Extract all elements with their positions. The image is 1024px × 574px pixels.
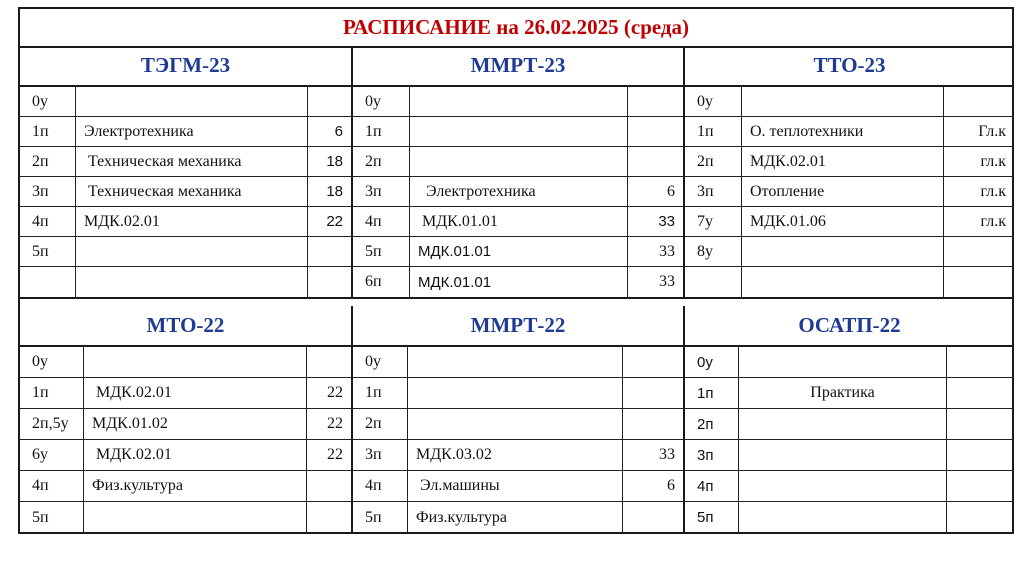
lesson-row: [685, 471, 1014, 502]
lesson-slot: 0у: [353, 347, 408, 377]
lesson-slot: 1п: [20, 378, 84, 408]
lesson-row: [685, 502, 1014, 533]
lesson-row: [20, 502, 351, 533]
lesson-rows: [20, 347, 351, 533]
lesson-row: [353, 409, 683, 440]
lesson-row: [20, 267, 351, 297]
lesson-row: [353, 237, 683, 267]
lesson-row: [20, 378, 351, 409]
group-block: [685, 306, 1014, 533]
lesson-row: [20, 409, 351, 440]
lesson-row: [685, 378, 1014, 409]
lesson-rows: [20, 87, 351, 297]
lesson-slot: 1п: [20, 117, 76, 146]
lesson-subject: Физ.культура: [408, 502, 623, 533]
lesson-room: [628, 117, 683, 146]
lesson-slot: 0у: [685, 347, 739, 377]
lesson-subject: [408, 409, 623, 439]
lesson-room: 33: [658, 213, 675, 230]
lesson-room: 33: [659, 242, 675, 260]
lesson-row: [353, 87, 683, 117]
lesson-subject: О. теплотехники: [742, 117, 944, 146]
lesson-row: [353, 177, 683, 207]
lesson-slot: 6п: [353, 267, 410, 297]
lesson-subject: [408, 347, 623, 377]
group-name: ММРТ-23: [353, 46, 683, 87]
lesson-subject: [76, 267, 308, 297]
lesson-room: 18: [326, 153, 343, 170]
lesson-row: [20, 471, 351, 502]
lesson-room: [944, 87, 1014, 116]
lesson-slot: 4п: [353, 207, 410, 236]
lesson-room: 6: [334, 123, 343, 140]
lesson-slot: 3п: [353, 440, 408, 470]
lesson-row: [353, 440, 683, 471]
lesson-room: [623, 502, 683, 533]
schedule-title: РАСПИСАНИЕ на 26.02.2025 (среда): [20, 9, 1012, 48]
lesson-subject: [410, 117, 628, 146]
lesson-subject: [408, 378, 623, 408]
lesson-slot: 0у: [20, 87, 76, 116]
lesson-room: [944, 267, 1014, 297]
lesson-room: [947, 471, 1014, 501]
group-block: [685, 46, 1014, 299]
lesson-row: [685, 87, 1014, 117]
lesson-slot: 2п: [353, 147, 410, 176]
lesson-slot: 8у: [685, 237, 742, 266]
lesson-subject: [410, 147, 628, 176]
lesson-subject: МДК.01.02: [84, 409, 307, 439]
lesson-subject: [739, 409, 947, 439]
lesson-room: [623, 409, 683, 439]
lesson-row: [20, 440, 351, 471]
lesson-room: гл.к: [980, 182, 1006, 200]
lesson-room: 22: [327, 446, 343, 463]
lesson-slot: 3п: [353, 177, 410, 206]
lesson-row: [20, 207, 351, 237]
lesson-room: [623, 347, 683, 377]
lesson-room: [308, 87, 351, 116]
lesson-room: Гл.к: [978, 122, 1006, 140]
lesson-row: [20, 87, 351, 117]
lesson-subject: Электротехника: [76, 117, 308, 146]
lesson-subject: МДК.03.02: [408, 440, 623, 470]
lesson-row: [353, 471, 683, 502]
lesson-room: [947, 440, 1014, 470]
lesson-slot: 3п: [20, 177, 76, 206]
group-name: ММРТ-22: [353, 306, 683, 347]
lesson-room: [308, 237, 351, 266]
lesson-slot: 7у: [685, 207, 742, 236]
lesson-slot: 2п: [353, 409, 408, 439]
lesson-slot: 0у: [685, 87, 742, 116]
lesson-subject: МДК.02.01: [76, 207, 308, 236]
lesson-room: гл.к: [980, 212, 1006, 230]
lesson-row: [353, 147, 683, 177]
lesson-subject: [410, 87, 628, 116]
lesson-room: 6: [667, 182, 675, 200]
lesson-subject: [84, 347, 307, 377]
lesson-row: [353, 117, 683, 147]
lesson-room: [307, 347, 351, 377]
lesson-room: 22: [327, 415, 343, 432]
lesson-room: [307, 502, 351, 533]
lesson-room: [947, 378, 1014, 408]
lesson-subject: МДК.02.01: [84, 440, 307, 470]
lesson-room: [308, 267, 351, 297]
lesson-subject: [84, 502, 307, 533]
lesson-subject: [742, 267, 944, 297]
lesson-subject: [742, 237, 944, 266]
group-block: [20, 306, 353, 533]
lesson-row: [353, 502, 683, 533]
group-block: [353, 306, 685, 533]
lesson-room: [628, 147, 683, 176]
lesson-subject: МДК.01.01: [410, 267, 628, 297]
lesson-slot: 1п: [353, 378, 408, 408]
lesson-slot: 5п: [353, 502, 408, 533]
lesson-row: [685, 237, 1014, 267]
lesson-subject: МДК.02.01: [84, 378, 307, 408]
lesson-subject: [739, 502, 947, 533]
lesson-room: [307, 471, 351, 501]
lesson-row: [685, 440, 1014, 471]
lesson-slot: 2п: [685, 147, 742, 176]
group-name: ОСАТП-22: [685, 306, 1014, 347]
lesson-slot: 5п: [353, 237, 410, 266]
lesson-subject: МДК.01.01: [410, 207, 628, 236]
lesson-slot: [20, 267, 76, 297]
lesson-row: [685, 147, 1014, 177]
lesson-row: [353, 378, 683, 409]
lesson-rows: [685, 87, 1014, 297]
lesson-slot: 3п: [685, 440, 739, 470]
lesson-rows: [353, 87, 683, 297]
lesson-subject: Техническая механика: [76, 147, 308, 176]
lesson-row: [20, 117, 351, 147]
lesson-slot: 5п: [20, 237, 76, 266]
group-name: ТТО-23: [685, 46, 1014, 87]
lesson-subject: Практика: [739, 378, 947, 408]
lesson-slot: 4п: [20, 207, 76, 236]
lesson-slot: 4п: [353, 471, 408, 501]
lesson-row: [685, 347, 1014, 378]
lesson-slot: 3п: [685, 177, 742, 206]
group-name: МТО-22: [20, 306, 351, 347]
lesson-slot: 1п: [353, 117, 410, 146]
lesson-row: [353, 267, 683, 297]
lesson-room: [628, 87, 683, 116]
lesson-room: 18: [326, 183, 343, 200]
lesson-slot: 2п: [685, 409, 739, 439]
lesson-subject: [739, 440, 947, 470]
lesson-subject: Эл.машины: [408, 471, 623, 501]
lesson-row: [685, 267, 1014, 297]
lesson-row: [685, 117, 1014, 147]
lesson-room: [623, 378, 683, 408]
lesson-subject: [76, 237, 308, 266]
lesson-room: 33: [659, 273, 675, 290]
lesson-room: 6: [667, 477, 675, 494]
lesson-slot: 5п: [20, 502, 84, 533]
schedule-sheet: [18, 7, 1014, 534]
lesson-rows: [353, 347, 683, 533]
lesson-slot: 6у: [20, 440, 84, 470]
lesson-row: [20, 347, 351, 378]
lesson-room: [944, 237, 1014, 266]
lesson-row: [685, 177, 1014, 207]
lesson-room: [947, 409, 1014, 439]
lesson-rows: [685, 347, 1014, 533]
lesson-slot: [685, 267, 742, 297]
lesson-room: гл.к: [980, 152, 1006, 170]
lesson-subject: МДК.02.01: [742, 147, 944, 176]
lesson-subject: [76, 87, 308, 116]
lesson-subject: Физ.культура: [84, 471, 307, 501]
lesson-room: 22: [326, 213, 343, 230]
lesson-room: 22: [327, 384, 343, 401]
lesson-row: [685, 207, 1014, 237]
group-block: [20, 46, 353, 299]
group-block: [353, 46, 685, 299]
lesson-slot: 2п: [20, 147, 76, 176]
lesson-slot: 1п: [685, 117, 742, 146]
lesson-subject: Отопление: [742, 177, 944, 206]
lesson-row: [685, 409, 1014, 440]
lesson-slot: 0у: [353, 87, 410, 116]
lesson-room: [947, 502, 1014, 533]
lesson-row: [20, 177, 351, 207]
lesson-subject: МДК.01.01: [410, 237, 628, 266]
lesson-subject: [739, 347, 947, 377]
lesson-slot: 0у: [20, 347, 84, 377]
lesson-subject: [739, 471, 947, 501]
lesson-slot: 4п: [20, 471, 84, 501]
lesson-slot: 4п: [685, 471, 739, 501]
lesson-row: [20, 147, 351, 177]
lesson-room: 33: [659, 446, 675, 463]
lesson-row: [353, 347, 683, 378]
lesson-room: [947, 347, 1014, 377]
lesson-slot: 2п,5у: [20, 409, 84, 439]
lesson-slot: 5п: [685, 502, 739, 533]
lesson-row: [353, 207, 683, 237]
lesson-subject: МДК.01.06: [742, 207, 944, 236]
lesson-row: [20, 237, 351, 267]
lesson-subject: Техническая механика: [76, 177, 308, 206]
lesson-subject: [742, 87, 944, 116]
lesson-slot: 1п: [685, 378, 739, 408]
group-name: ТЭГМ-23: [20, 46, 351, 87]
lesson-subject: Электротехника: [410, 177, 628, 206]
